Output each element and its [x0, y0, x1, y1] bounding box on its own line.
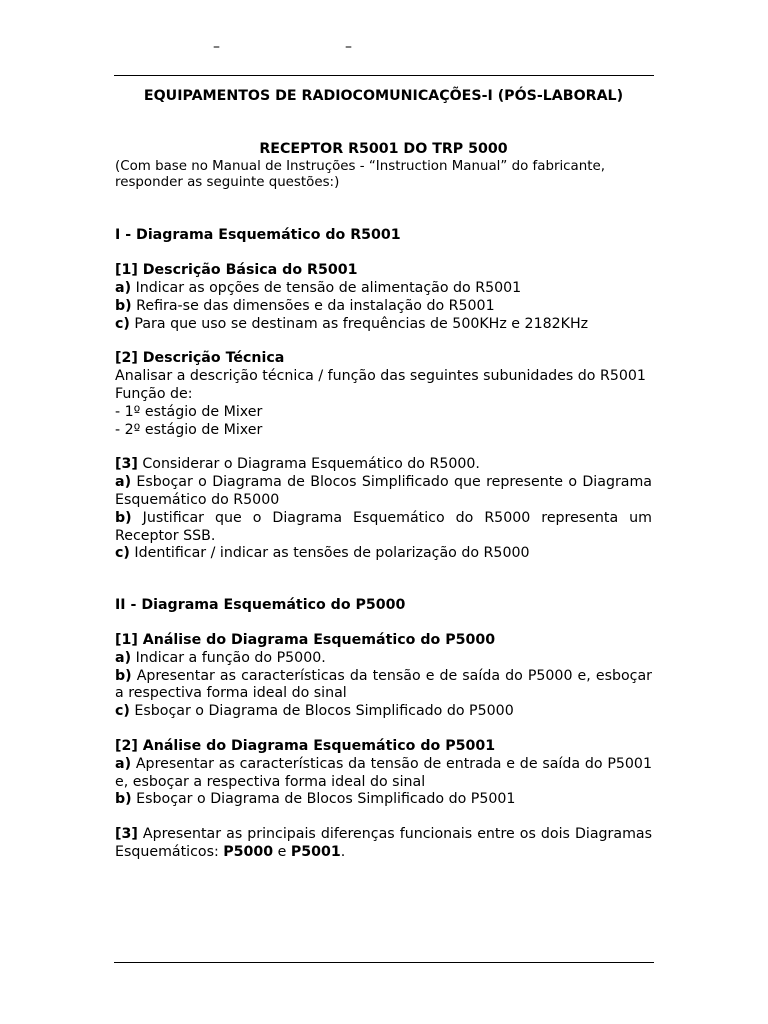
document-title: EQUIPAMENTOS DE RADIOCOMUNICAÇÕES-I (PÓS-LABORAL) — [143, 88, 624, 104]
part1-q1-item-c — [115, 316, 652, 334]
item-label: a) — [115, 474, 132, 491]
item-text: Apresentar as características da tensão de entrada e de saída do P5001 e, esboçar a respectiva forma ideal do sinal — [115, 755, 652, 790]
item-label: c) — [115, 545, 130, 562]
item-label: b) — [115, 791, 132, 808]
item-label: a) — [115, 280, 132, 296]
part1-q3-item-a — [115, 474, 652, 510]
part2-q3 — [115, 826, 652, 862]
item-text: Indicar a função do P5000. — [131, 649, 326, 666]
model-p5000: P5000 — [223, 843, 274, 860]
part1-q3-item-c — [115, 545, 652, 563]
item-label: a) — [115, 755, 132, 772]
question-label: [3] — [115, 456, 138, 473]
part1-q2-line: - 1º estágio de Mixer — [115, 403, 263, 420]
item-text: Esboçar o Diagrama de Blocos Simplificado do P5000 — [129, 703, 514, 720]
part1-q3-item-b — [115, 510, 652, 546]
header-dash-left: – — [213, 39, 220, 55]
part1-q2-line: Analisar a descrição técnica / função das seguintes subunidades do R5001 — [115, 368, 646, 385]
item-text: Para que uso se destinam as frequências de 500KHz e 2182KHz — [129, 315, 589, 332]
part1-q1-item-a — [115, 280, 652, 298]
item-text: Esboçar o Diagrama de Blocos Simplificado que represente o Diagrama Esquemático do R5000 — [115, 474, 652, 508]
document-body — [115, 88, 652, 862]
model-p5001: P5001 — [290, 843, 341, 860]
bottom-rule — [114, 962, 654, 963]
item-text: Indicar as opções de tensão de alimentação do R5001 — [131, 280, 522, 296]
part1-q3-intro — [115, 456, 652, 474]
part2-q1-heading: [1] Análise do Diagrama Esquemático do P5000 — [115, 631, 496, 648]
top-rule — [114, 75, 654, 76]
header-dash-right: – — [345, 39, 352, 55]
part2-q1-item-c — [115, 703, 652, 721]
item-text: Identificar / indicar as tensões de polarização do R5000 — [129, 545, 530, 562]
item-text: Justificar que o Diagrama Esquemático do R5000 representa um Receptor SSB. — [115, 509, 652, 544]
spacer — [115, 333, 652, 350]
item-label: b) — [115, 509, 132, 526]
part2-q1-item-b — [115, 668, 652, 704]
spacer — [115, 439, 652, 456]
item-text: Esboçar o Diagrama de Blocos Simplificado do P5001 — [131, 791, 516, 808]
item-text: Apresentar as características da tensão e de saída do P5000 e, esboçar a respectiva forma ideal do sinal — [115, 667, 652, 702]
item-label: a) — [115, 649, 132, 666]
spacer — [115, 615, 652, 632]
document-subtitle: RECEPTOR R5001 DO TRP 5000 — [259, 140, 508, 157]
part2-q2-item-a — [115, 756, 652, 792]
period: . — [340, 843, 346, 860]
intro-text: (Com base no Manual de Instruções - “Instruction Manual” do fabricante, responder as seguinte questões:) — [115, 158, 605, 190]
spacer — [115, 106, 652, 141]
part2-q1-item-a — [115, 650, 652, 668]
spacer — [115, 721, 652, 738]
part1-q2-heading: [2] Descrição Técnica — [115, 350, 285, 367]
part1-q2-line: - 2º estágio de Mixer — [115, 421, 263, 438]
part1-q1-item-b — [115, 298, 652, 316]
item-label: c) — [115, 315, 130, 332]
part2-heading: II - Diagrama Esquemático do P5000 — [115, 597, 406, 614]
spacer — [115, 563, 652, 597]
spacer — [115, 809, 652, 826]
item-label: b) — [115, 297, 132, 314]
item-text: Refira-se das dimensões e da instalação do R5001 — [131, 297, 495, 314]
part1-q2-line: Função de: — [115, 385, 193, 402]
spacer — [115, 245, 652, 262]
question-text: Considerar o Diagrama Esquemático do R5000. — [137, 456, 480, 473]
part1-q1-heading: [1] Descrição Básica do R5001 — [115, 262, 358, 279]
conjunction: e — [273, 843, 291, 860]
question-label: [3] — [115, 826, 138, 843]
spacer — [115, 191, 652, 227]
question-text: Apresentar as principais diferenças funcionais entre os dois Diagramas Esquemáticos: — [115, 826, 652, 860]
part1-heading: I - Diagrama Esquemático do R5001 — [115, 227, 401, 244]
item-label: c) — [115, 703, 130, 720]
part2-q2-heading: [2] Análise do Diagrama Esquemático do P5001 — [115, 737, 496, 754]
part2-q2-item-b — [115, 791, 652, 809]
item-label: b) — [115, 667, 132, 684]
